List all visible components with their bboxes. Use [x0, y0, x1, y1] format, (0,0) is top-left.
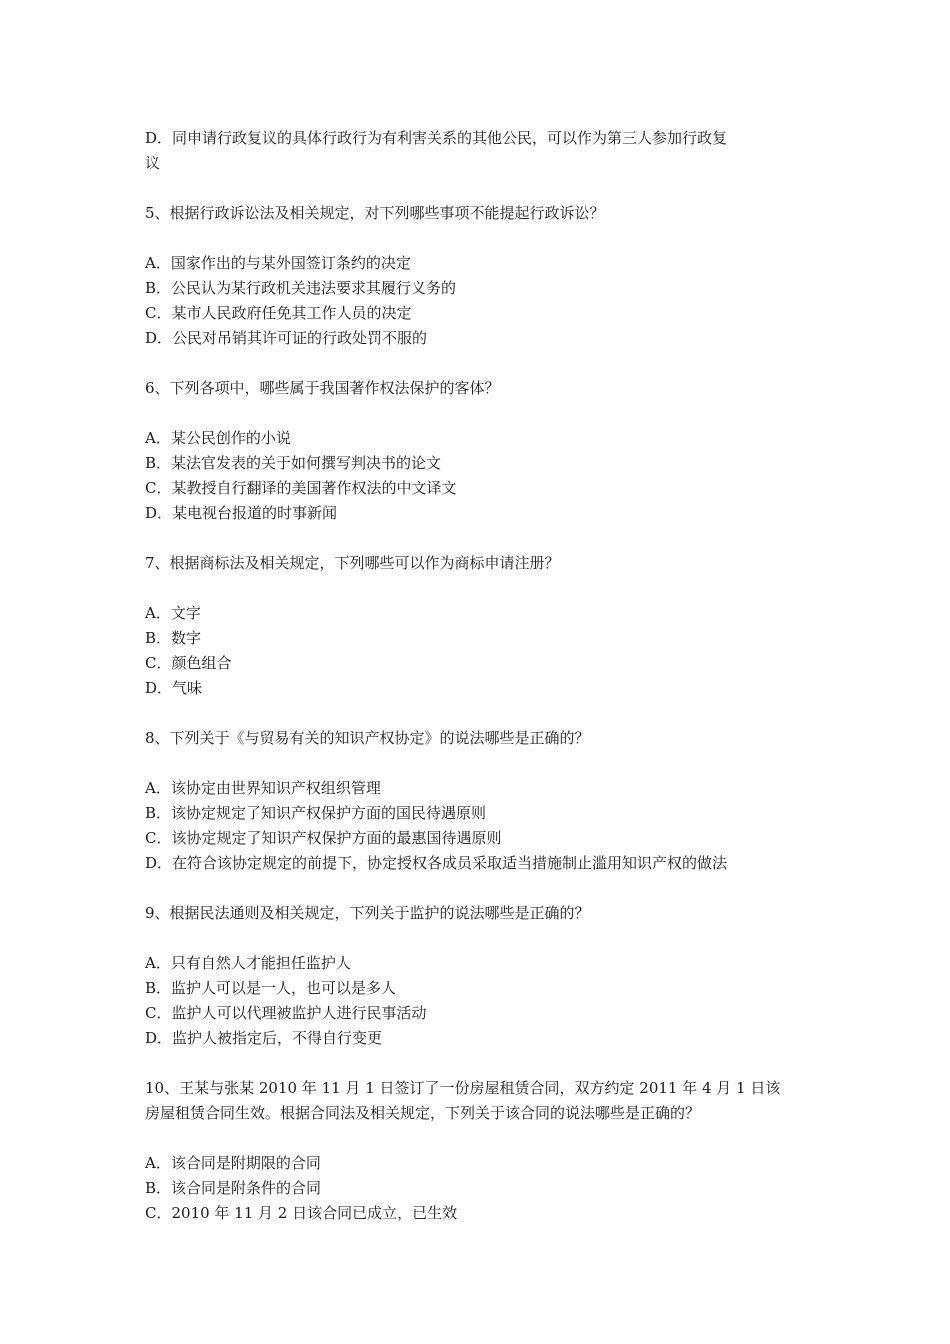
spacer	[145, 176, 810, 201]
spacer	[145, 751, 810, 776]
spacer	[145, 226, 810, 251]
question-list	[145, 201, 810, 1226]
answer-option: A．只有自然人才能担任监护人	[145, 954, 351, 972]
spacer	[145, 401, 810, 426]
answer-option: D．某电视台报道的时事新闻	[145, 504, 338, 522]
spacer	[145, 926, 810, 951]
spacer	[145, 351, 810, 376]
answer-option: D．公民对吊销其许可证的行政处罚不服的	[145, 329, 428, 347]
continuation-line-2: 议	[145, 154, 161, 172]
answer-option: B．该合同是附条件的合同	[145, 1179, 322, 1197]
answer-option: C．颜色组合	[145, 654, 232, 672]
answer-option: C．某市人民政府任免其工作人员的决定	[145, 304, 412, 322]
answer-option: C．监护人可以代理被监护人进行民事活动	[145, 1004, 427, 1022]
spacer	[145, 876, 810, 901]
answer-option: B．该协定规定了知识产权保护方面的国民待遇原则	[145, 804, 487, 822]
answer-option: A．国家作出的与某外国签订条约的决定	[145, 254, 411, 272]
answer-option: A．该协定由世界知识产权组织管理	[145, 779, 381, 797]
answer-option: B．公民认为某行政机关违法要求其履行义务的	[145, 279, 457, 297]
question-stem: 7、根据商标法及相关规定，下列哪些可以作为商标申请注册？	[145, 554, 560, 572]
document-page	[145, 126, 810, 1226]
spacer	[145, 576, 810, 601]
answer-option: C．该协定规定了知识产权保护方面的最惠国待遇原则	[145, 829, 502, 847]
answer-option: A．某公民创作的小说	[145, 429, 291, 447]
continuation-line-1: D．同申请行政复议的具体行政行为有利害关系的其他公民，可以作为第三人参加行政复	[145, 129, 728, 147]
spacer	[145, 701, 810, 726]
answer-option: C．某教授自行翻译的美国著作权法的中文译文	[145, 479, 457, 497]
answer-option: B．监护人可以是一人，也可以是多人	[145, 979, 397, 997]
spacer	[145, 1051, 810, 1076]
question-stem: 5、根据行政诉讼法及相关规定，对下列哪些事项不能提起行政诉讼？	[145, 204, 605, 222]
answer-option: C．2010 年 11 月 2 日该合同已成立，已生效	[145, 1204, 458, 1222]
question-stem: 9、根据民法通则及相关规定，下列关于监护的说法哪些是正确的？	[145, 904, 590, 922]
question-stem: 6、下列各项中，哪些属于我国著作权法保护的客体？	[145, 379, 500, 397]
answer-option: B．数字	[145, 629, 202, 647]
spacer	[145, 1126, 810, 1151]
answer-option: A．该合同是附期限的合同	[145, 1154, 321, 1172]
answer-option: D．在符合该协定规定的前提下，协定授权各成员采取适当措施制止滥用知识产权的做法	[145, 854, 728, 872]
answer-option: A．文字	[145, 604, 201, 622]
question-stem: 8、下列关于《与贸易有关的知识产权协定》的说法哪些是正确的？	[145, 729, 590, 747]
question-stem: 10、王某与张某 2010 年 11 月 1 日签订了一份房屋租赁合同，双方约定 2011 年 4 月 1 日该	[145, 1079, 781, 1097]
spacer	[145, 526, 810, 551]
answer-option: B．某法官发表的关于如何撰写判决书的论文	[145, 454, 442, 472]
question-stem: 房屋租赁合同生效。根据合同法及相关规定，下列关于该合同的说法哪些是正确的？	[145, 1104, 701, 1122]
answer-option: D．监护人被指定后，不得自行变更	[145, 1029, 383, 1047]
answer-option: D．气味	[145, 679, 203, 697]
